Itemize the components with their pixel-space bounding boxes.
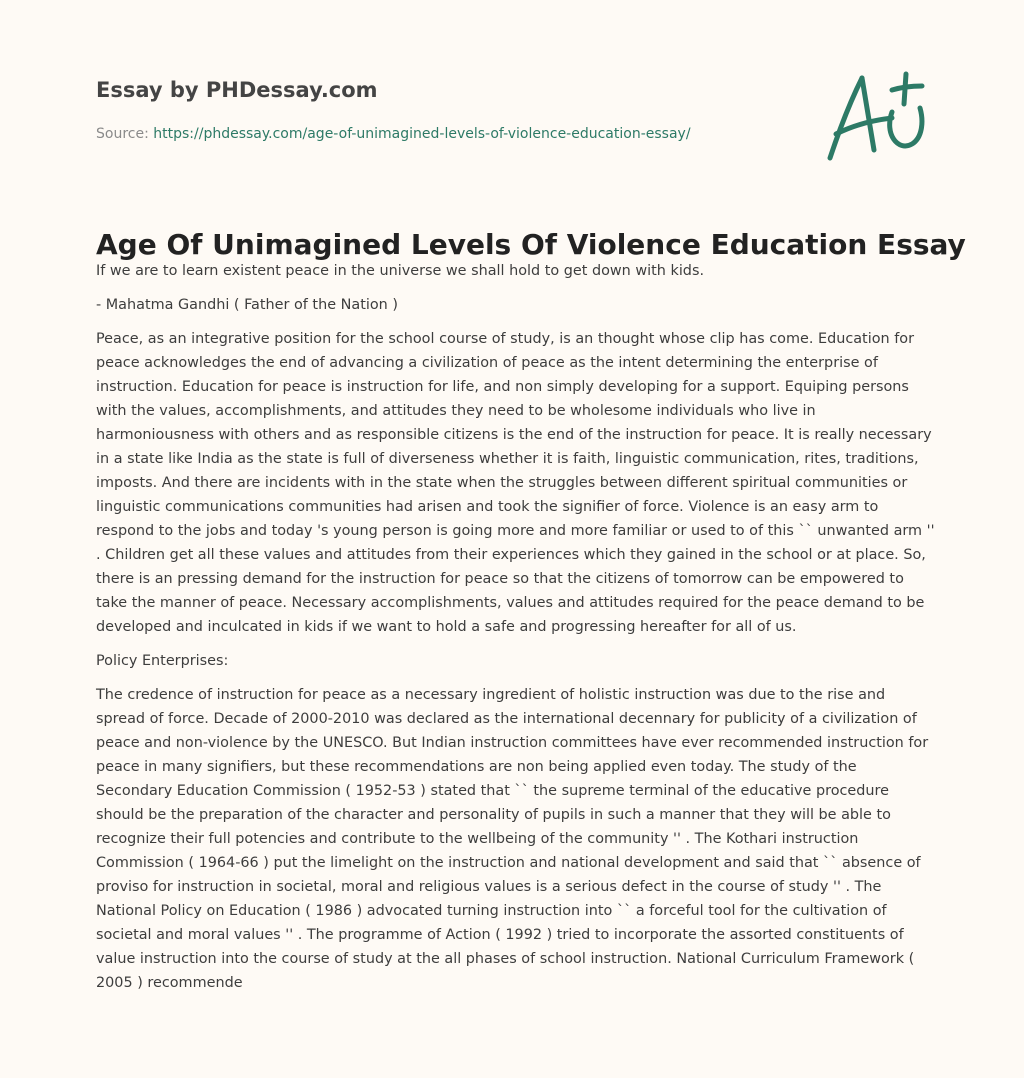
essay-body bbox=[96, 259, 936, 1005]
site-brand: Essay by PHDessay.com bbox=[96, 78, 378, 102]
essay-paragraph: The credence of instruction for peace as a necessary ingredient of holistic instruction was due to the rise and spread of force. Decade of 2000-2010 was declared as the international decennary for publicity of a civilization of peace and non-violence by the UNESCO. But Indian instruction committees have ever recommended instruction for peace in many signifiers, but these recommendations are non being applied even today. The study of the Secondary Education Commission ( 1952-53 ) stated that `` the supreme terminal of the educative procedure should be the preparation of the character and personality of pupils in such a manner that they will be able to recognize their full potencies and contribute to the wellbeing of the community '' . The Kothari instruction Commission ( 1964-66 ) put the limelight on the instruction and national development and said that `` absence of proviso for instruction in societal, moral and religious values is a serious defect in the course of study '' . The National Policy on Education ( 1986 ) advocated turning instruction into `` a forceful tool for the cultivation of societal and moral values '' . The programme of Action ( 1992 ) tried to incorporate the assorted constituents of value instruction into the course of study at the all phases of school instruction. National Curriculum Framework ( 2005 ) recommende bbox=[96, 687, 929, 991]
essay-paragraph: If we are to learn existent peace in the universe we shall hold to get down with kids. bbox=[96, 263, 705, 279]
essay-paragraph: - Mahatma Gandhi ( Father of the Nation ) bbox=[96, 297, 398, 313]
essay-paragraph: Policy Enterprises: bbox=[96, 653, 229, 669]
essay-title: Age Of Unimagined Levels Of Violence Education Essay bbox=[96, 228, 966, 261]
essay-paragraph: Peace, as an integrative position for the school course of study, is an thought whose clip has come. Education for peace acknowledges the end of advancing a civilization of peace as the intent determining the enterprise of instruction. Education for peace is instruction for life, and non simply developing for a support. Equiping persons with the values, accomplishments, and attitudes they need to be wholesome individuals who live in harmoniousness with others and as responsible citizens is the end of the instruction for peace. It is really necessary in a state like India as the state is full of diverseness whether it is faith, linguistic communication, rites, traditions, imposts. And there are incidents with in the state when the struggles between different spiritual communities or linguistic communications communities had arisen and took the signifier of force. Violence is an easy arm to respond to the jobs and today 's young person is going more and more familiar or used to of this `` unwanted arm '' . Children get all these values and attitudes from their experiences which they gained in the school or at place. So, there is an pressing demand for the instruction for peace so that the citizens of tomorrow can be empowered to take the manner of peace. Necessary accomplishments, values and attitudes required for the peace demand to be developed and inculcated in kids if we want to hold a safe and progressing hereafter for all of us. bbox=[96, 331, 935, 635]
source-label: Source: bbox=[96, 126, 149, 142]
essay-header bbox=[96, 76, 796, 144]
source-line bbox=[96, 124, 796, 144]
a-plus-logo-icon bbox=[822, 68, 932, 164]
source-link[interactable]: https://phdessay.com/age-of-unimagined-levels-of-violence-education-essay/ bbox=[153, 126, 691, 142]
